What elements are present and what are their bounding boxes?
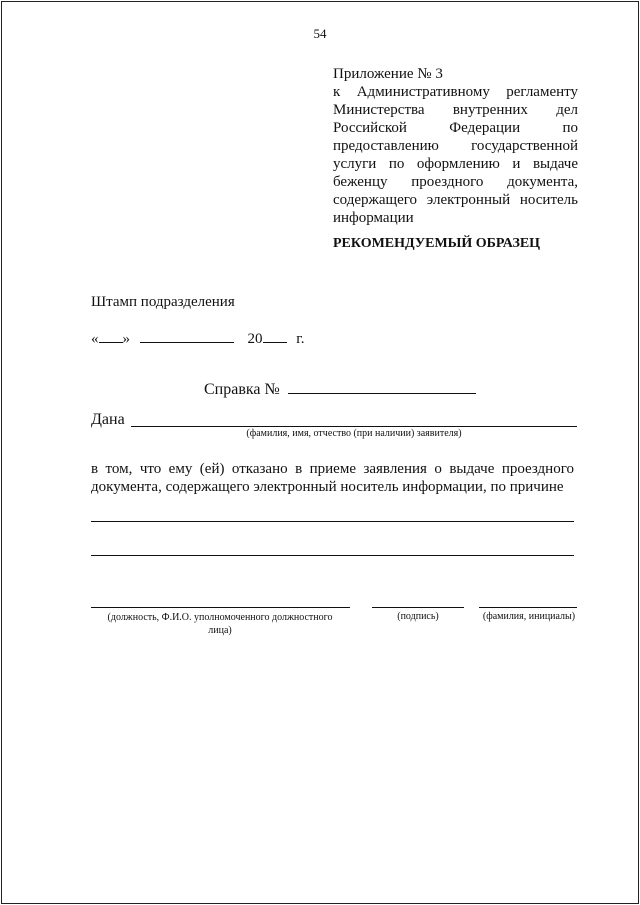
certificate-label: Справка № <box>204 381 280 398</box>
date-year-suffix: г. <box>296 331 305 347</box>
signature-caption: (подпись) <box>397 611 439 622</box>
date-month-field[interactable] <box>140 330 234 343</box>
stamp-label: Штамп подразделения <box>91 294 235 310</box>
date-year-field[interactable] <box>263 330 287 343</box>
page-number: 54 <box>313 26 327 41</box>
position-signature-line[interactable] <box>91 607 350 608</box>
date-line <box>91 330 304 348</box>
reason-line-2[interactable] <box>91 555 574 556</box>
refusal-text: в том, что ему (ей) отказано в приеме заявления о выдаче проездного документа, содержащего электронный носитель информации, по причине <box>91 461 574 495</box>
date-year-prefix: 20 <box>247 331 263 347</box>
issued-to-label: Дана <box>91 411 125 428</box>
name-caption: (фамилия, инициалы) <box>482 611 576 622</box>
appendix-text: к Административному регламенту Министерства внутренних дел Российской Федерации по предоставлению государственной услуги по оформлению и выдаче беженцу проездного документа, содержащего электронный носитель информации <box>333 84 578 226</box>
certificate-line <box>204 381 476 399</box>
certificate-number-field[interactable] <box>288 381 476 394</box>
recommended-sample-heading: РЕКОМЕНДУЕМЫЙ ОБРАЗЕЦ <box>333 236 541 251</box>
signature-line[interactable] <box>372 607 464 608</box>
date-close-quote: » <box>122 331 130 347</box>
date-open-quote: « <box>91 331 99 347</box>
applicant-name-field[interactable] <box>131 426 577 427</box>
appendix-block <box>333 65 578 227</box>
appendix-title: Приложение № 3 <box>333 66 443 82</box>
position-caption: (должность, Ф.И.О. уполномоченного должностного лица) <box>107 612 333 636</box>
applicant-caption: (фамилия, имя, отчество (при наличии) заявителя) <box>246 428 462 439</box>
reason-line-1[interactable] <box>91 521 574 522</box>
name-initials-line[interactable] <box>479 607 577 608</box>
date-day-field[interactable] <box>99 330 123 343</box>
